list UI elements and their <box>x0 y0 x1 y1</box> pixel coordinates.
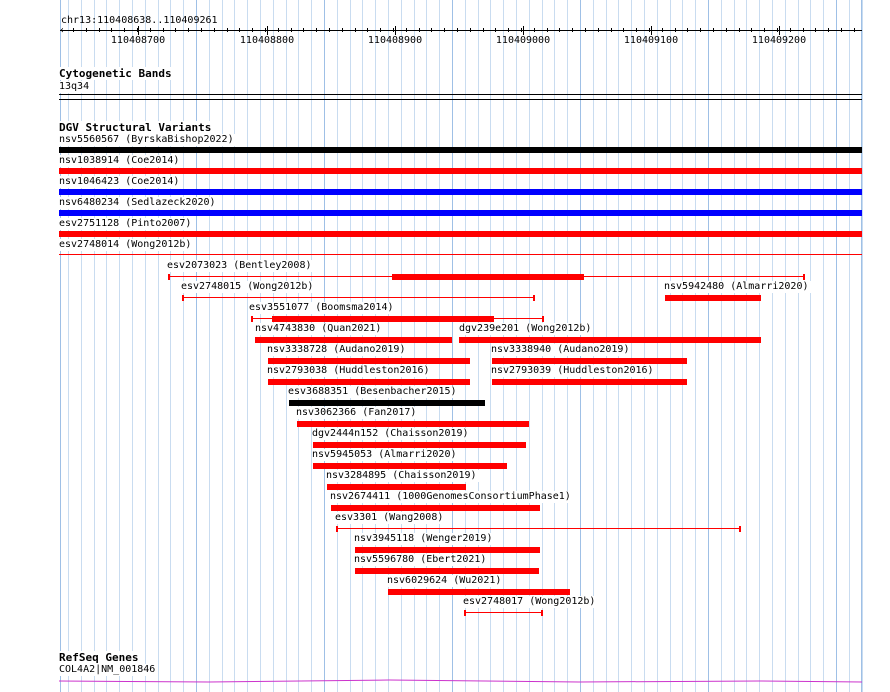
ruler-minor-tick <box>137 28 138 32</box>
cytoband-line-top <box>59 94 862 95</box>
grid-line <box>644 0 645 692</box>
variant-label[interactable]: nsv1046423 (Coe2014) <box>59 176 180 187</box>
ruler-minor-tick <box>713 28 714 32</box>
ruler-tick-label: 110408900 <box>367 35 423 46</box>
variant-bar[interactable] <box>459 337 761 343</box>
grid-line <box>247 0 248 692</box>
ruler-minor-tick <box>841 28 842 32</box>
ruler-tick-mark <box>395 26 396 35</box>
variant-bar[interactable] <box>392 274 584 280</box>
ruler-minor-tick <box>854 28 855 32</box>
ruler-minor-tick <box>342 28 343 32</box>
variant-start-cap <box>182 295 184 301</box>
ruler-minor-tick <box>662 28 663 32</box>
ruler-axis <box>60 30 862 31</box>
ruler-tick-mark <box>651 26 652 35</box>
ruler-minor-tick <box>291 28 292 32</box>
ruler-minor-tick <box>700 28 701 32</box>
grid-line <box>772 0 773 692</box>
grid-line-edge <box>861 0 862 692</box>
ruler-minor-tick <box>99 28 100 32</box>
grid-line <box>106 0 107 692</box>
variant-label[interactable]: nsv3338940 (Audano2019) <box>491 344 630 355</box>
ruler-tick-label: 110409100 <box>623 35 679 46</box>
grid-line <box>132 0 133 692</box>
grid-line <box>260 0 261 692</box>
variant-span-line[interactable] <box>336 528 740 529</box>
variant-bar[interactable] <box>297 421 529 427</box>
ruler-minor-tick <box>828 28 829 32</box>
refseq-gene-line[interactable] <box>59 676 862 686</box>
variant-label[interactable]: nsv1038914 (Coe2014) <box>59 155 180 166</box>
ruler-minor-tick <box>316 28 317 32</box>
variant-end-cap <box>542 316 544 322</box>
variant-bar[interactable] <box>313 442 526 448</box>
ruler-minor-tick <box>585 28 586 32</box>
grid-line <box>785 0 786 692</box>
variant-label[interactable]: nsv5596780 (Ebert2021) <box>354 554 487 565</box>
variant-end-cap <box>803 274 805 280</box>
grid-line <box>119 0 120 692</box>
variant-label[interactable]: nsv3062366 (Fan2017) <box>296 407 417 418</box>
variant-label[interactable]: nsv5942480 (Almarri2020) <box>664 281 809 292</box>
grid-line <box>682 0 683 692</box>
variant-bar[interactable] <box>289 400 485 406</box>
variant-bar[interactable] <box>59 231 862 237</box>
grid-line <box>94 0 95 692</box>
cytoband-line-bottom <box>59 99 862 100</box>
ruler-tick-mark <box>138 26 139 35</box>
ruler-tick-label: 110408700 <box>110 35 166 46</box>
grid-line <box>695 0 696 692</box>
variant-label[interactable]: nsv2674411 (1000GenomesConsortiumPhase1) <box>330 491 571 502</box>
grid-line <box>721 0 722 692</box>
ruler-left-arrow: ‹ <box>59 25 66 36</box>
ruler-minor-tick <box>547 28 548 32</box>
variant-bar[interactable] <box>268 358 470 364</box>
ruler-minor-tick <box>739 28 740 32</box>
ruler-minor-tick <box>380 28 381 32</box>
ruler-minor-tick <box>444 28 445 32</box>
grid-line <box>209 0 210 692</box>
grid-line <box>862 0 863 692</box>
grid-line <box>810 0 811 692</box>
wide-variant-bottom-line <box>59 254 862 255</box>
grid-line <box>68 0 69 692</box>
ruler-tick-label: 110408800 <box>239 35 295 46</box>
variant-end-cap <box>541 610 543 616</box>
ruler-minor-tick <box>393 28 394 32</box>
grid-line-major <box>836 0 837 692</box>
grid-line-major <box>196 0 197 692</box>
ruler-minor-tick <box>163 28 164 32</box>
grid-line <box>670 0 671 692</box>
refseq-gene-label[interactable]: COL4A2|NM_001846 <box>59 664 156 675</box>
ruler-tick-mark <box>523 26 524 35</box>
ruler-minor-tick <box>572 28 573 32</box>
refseq-track-title: RefSeq Genes <box>59 651 139 664</box>
grid-line <box>145 0 146 692</box>
ruler-minor-tick <box>611 28 612 32</box>
ruler-minor-tick <box>367 28 368 32</box>
ruler-minor-tick <box>815 28 816 32</box>
variant-label[interactable]: nsv6480234 (Sedlazeck2020) <box>59 197 216 208</box>
location-label: chr13:110408638..110409261 <box>61 15 218 26</box>
ruler-minor-tick <box>559 28 560 32</box>
variant-label[interactable]: nsv2793039 (Huddleston2016) <box>491 365 654 376</box>
variant-label[interactable]: esv2073023 (Bentley2008) <box>167 260 312 271</box>
ruler-minor-tick <box>470 28 471 32</box>
ruler-minor-tick <box>227 28 228 32</box>
ruler-tick-label: 110409000 <box>495 35 551 46</box>
variant-bar[interactable] <box>255 337 452 343</box>
grid-line <box>657 0 658 692</box>
grid-line <box>798 0 799 692</box>
variant-bar[interactable] <box>388 589 570 595</box>
variant-label[interactable]: nsv5945053 (Almarri2020) <box>312 449 457 460</box>
grid-line-major <box>60 0 61 692</box>
ruler-minor-tick <box>636 28 637 32</box>
variant-label[interactable]: esv2748017 (Wong2012b) <box>463 596 596 607</box>
ruler-minor-tick <box>598 28 599 32</box>
ruler-minor-tick <box>252 28 253 32</box>
variant-bar[interactable] <box>331 505 540 511</box>
ruler-minor-tick <box>803 28 804 32</box>
ruler-tick-mark <box>267 26 268 35</box>
variant-bar[interactable] <box>59 189 862 195</box>
grid-line-major <box>708 0 709 692</box>
variant-bar[interactable] <box>492 379 687 385</box>
variant-bar[interactable] <box>268 379 470 385</box>
cytoband-label: 13q34 <box>59 81 90 92</box>
ruler-minor-tick <box>675 28 676 32</box>
variant-end-cap <box>739 526 741 532</box>
ruler-minor-tick <box>431 28 432 32</box>
variant-label[interactable]: nsv3338728 (Audano2019) <box>267 344 406 355</box>
variant-start-cap <box>464 610 466 616</box>
variant-label[interactable]: nsv6029624 (Wu2021) <box>387 575 502 586</box>
cytoband-track-title: Cytogenetic Bands <box>59 67 172 80</box>
variant-start-cap <box>251 316 253 322</box>
variant-bar[interactable] <box>355 547 540 553</box>
variant-label[interactable]: esv2751128 (Pinto2007) <box>59 218 192 229</box>
ruler-minor-tick <box>623 28 624 32</box>
grid-line <box>222 0 223 692</box>
ruler-minor-tick <box>73 28 74 32</box>
ruler-minor-tick <box>521 28 522 32</box>
variant-label[interactable]: esv2748015 (Wong2012b) <box>181 281 314 292</box>
variant-label[interactable]: nsv2793038 (Huddleston2016) <box>267 365 430 376</box>
variant-label[interactable]: dgv2444n152 (Chaisson2019) <box>312 428 469 439</box>
ruler-minor-tick <box>406 28 407 32</box>
variant-end-cap <box>533 295 535 301</box>
variant-span-line[interactable] <box>182 297 534 298</box>
variant-bar[interactable] <box>59 147 862 153</box>
variant-bar[interactable] <box>355 568 539 574</box>
ruler-minor-tick <box>278 28 279 32</box>
ruler-minor-tick <box>764 28 765 32</box>
variant-label[interactable]: esv2748014 (Wong2012b) <box>59 239 192 250</box>
ruler-tick-mark <box>779 26 780 35</box>
ruler-minor-tick <box>726 28 727 32</box>
ruler-minor-tick <box>687 28 688 32</box>
ruler-minor-tick <box>150 28 151 32</box>
grid-line <box>183 0 184 692</box>
ruler-minor-tick <box>419 28 420 32</box>
variant-bar[interactable] <box>59 168 862 174</box>
ruler-minor-tick <box>355 28 356 32</box>
grid-line <box>734 0 735 692</box>
ruler-minor-tick <box>457 28 458 32</box>
variant-bar[interactable] <box>327 484 466 490</box>
variant-label[interactable]: nsv3284895 (Chaisson2019) <box>326 470 477 481</box>
ruler-minor-tick <box>649 28 650 32</box>
variant-bar[interactable] <box>59 210 862 216</box>
grid-line <box>81 0 82 692</box>
variant-bar[interactable] <box>313 463 507 469</box>
variant-label[interactable]: esv3551077 (Boomsma2014) <box>249 302 394 313</box>
ruler-tick-label: 110409200 <box>751 35 807 46</box>
ruler-minor-tick <box>751 28 752 32</box>
grid-line <box>158 0 159 692</box>
ruler-minor-tick <box>239 28 240 32</box>
variant-bar[interactable] <box>665 295 761 301</box>
ruler-minor-tick <box>329 28 330 32</box>
variant-label[interactable]: nsv3945118 (Wenger2019) <box>354 533 493 544</box>
variant-bar[interactable] <box>272 316 494 322</box>
ruler-minor-tick <box>111 28 112 32</box>
ruler-minor-tick <box>495 28 496 32</box>
ruler-minor-tick <box>201 28 202 32</box>
ruler-minor-tick <box>534 28 535 32</box>
grid-line <box>823 0 824 692</box>
grid-line <box>759 0 760 692</box>
ruler-minor-tick <box>303 28 304 32</box>
variant-span-line[interactable] <box>464 612 542 613</box>
variant-start-cap <box>168 274 170 280</box>
variant-label[interactable]: esv3301 (Wang2008) <box>335 512 444 523</box>
ruler-minor-tick <box>214 28 215 32</box>
ruler-minor-tick <box>508 28 509 32</box>
variant-label[interactable]: nsv4743830 (Quan2021) <box>255 323 382 334</box>
ruler-minor-tick <box>124 28 125 32</box>
ruler-minor-tick <box>175 28 176 32</box>
variant-bar[interactable] <box>492 358 687 364</box>
grid-line <box>746 0 747 692</box>
ruler-minor-tick <box>265 28 266 32</box>
variant-label[interactable]: nsv5560567 (ByrskaBishop2022) <box>59 134 234 145</box>
ruler-minor-tick <box>777 28 778 32</box>
ruler-minor-tick <box>790 28 791 32</box>
grid-line <box>234 0 235 692</box>
variant-start-cap <box>336 526 338 532</box>
variant-label[interactable]: esv3688351 (Besenbacher2015) <box>288 386 457 397</box>
ruler-minor-tick <box>483 28 484 32</box>
grid-line <box>170 0 171 692</box>
dgv-track-title: DGV Structural Variants <box>59 121 212 134</box>
variant-label[interactable]: dgv239e201 (Wong2012b) <box>459 323 592 334</box>
ruler-minor-tick <box>188 28 189 32</box>
ruler-minor-tick <box>86 28 87 32</box>
grid-line <box>849 0 850 692</box>
